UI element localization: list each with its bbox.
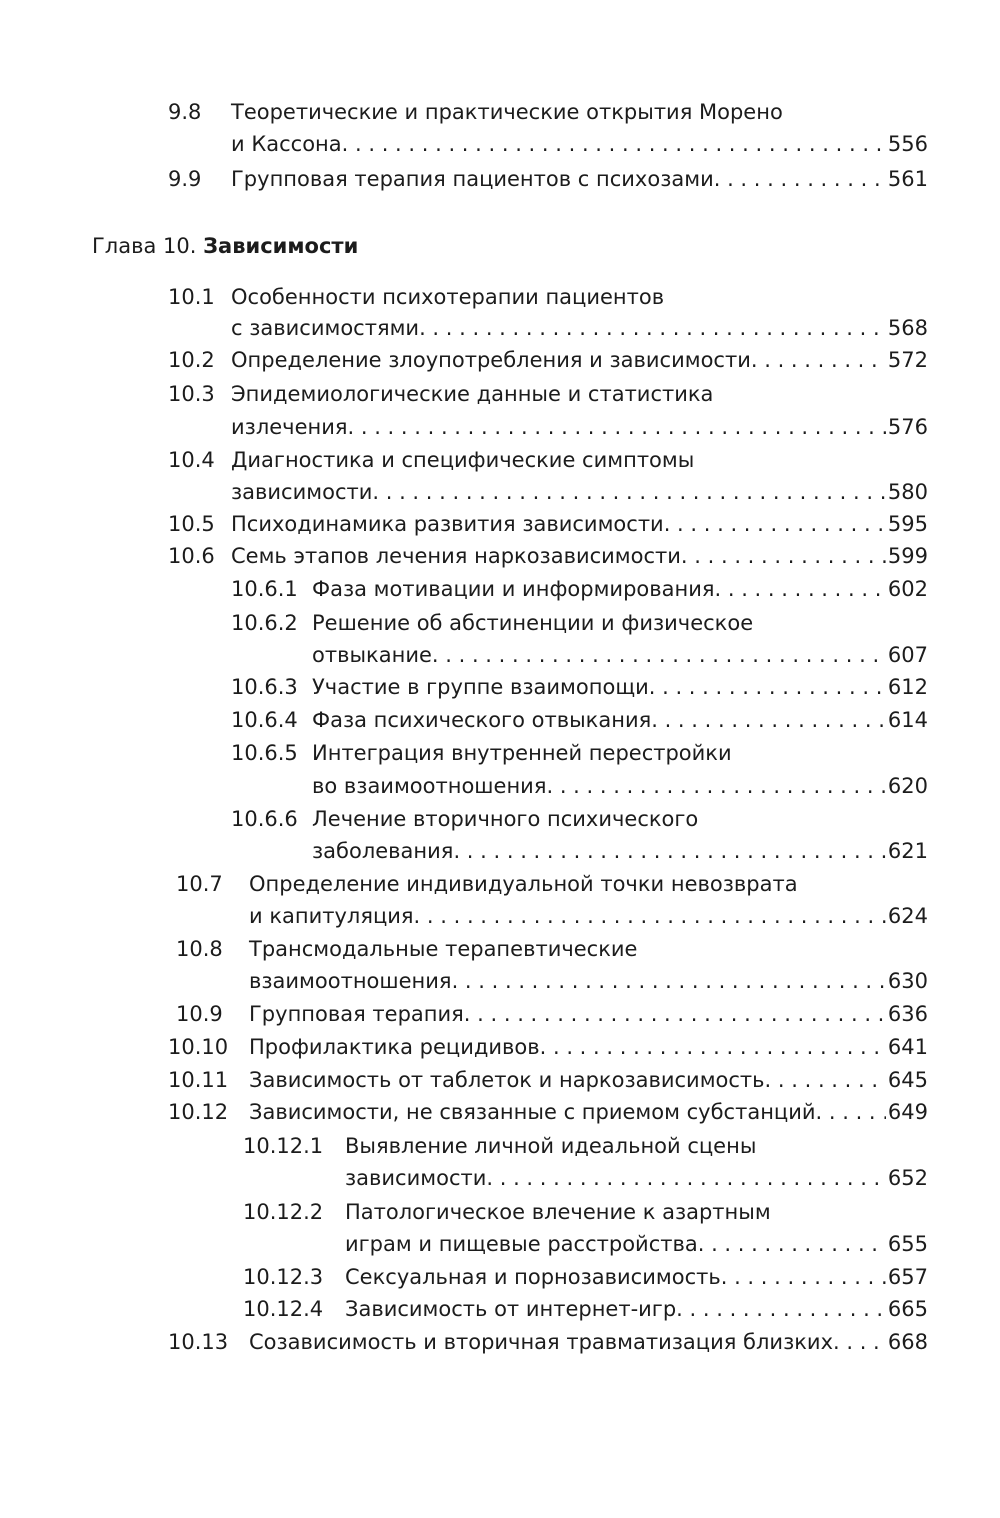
page-number: 641: [887, 1035, 928, 1059]
entry-title-line: Выявление личной идеальной сцены: [345, 1134, 757, 1158]
leader-dots: [751, 344, 886, 376]
toc-entry-10-1[interactable]: [231, 312, 928, 344]
toc-entry-10-3[interactable]: [231, 411, 928, 443]
leader-dots: [453, 835, 885, 867]
toc-entry-10-8[interactable]: [249, 965, 928, 997]
entry-title: Сексуальная и порнозависимость: [345, 1265, 721, 1289]
entry-title: играм и пищевые расстройства: [345, 1232, 698, 1256]
entry-title: Групповая терапия пациентов с психозами: [231, 167, 714, 191]
toc-entry-10-11[interactable]: [249, 1064, 928, 1096]
entry-title: отвыкание: [312, 643, 432, 667]
entry-title-line: Диагностика и специфические симптомы: [231, 448, 695, 472]
leader-dots: [681, 540, 886, 572]
page-number: 556: [887, 132, 928, 156]
entry-title: заболевания: [312, 839, 454, 863]
leader-dots: [432, 639, 886, 671]
page-number: 607: [887, 643, 928, 667]
leader-dots: [651, 704, 886, 736]
entry-title-line: Определение индивидуальной точки невозврата: [249, 872, 798, 896]
page-number: 636: [887, 1002, 928, 1026]
entry-title: и Кассона: [231, 132, 342, 156]
page-number: 652: [887, 1166, 928, 1190]
toc-entry-10-6-1[interactable]: [312, 573, 928, 605]
entry-number: 10.6.4: [231, 708, 298, 732]
entry-title-line: Решение об абстиненции и физическое: [312, 611, 754, 635]
toc-entry-10-6-3[interactable]: [312, 671, 928, 703]
page-number: 561: [887, 167, 928, 191]
entry-title: Определение злоупотребления и зависимости: [231, 348, 751, 372]
entry-number: 10.6.2: [231, 611, 298, 635]
page-number: 665: [887, 1297, 928, 1321]
toc-entry-10-2[interactable]: [231, 344, 928, 376]
page-number: 649: [887, 1100, 928, 1124]
chapter-heading: [92, 230, 358, 262]
leader-dots: [342, 128, 886, 160]
entry-number: 10.6: [168, 544, 215, 568]
entry-number: 10.12.2: [243, 1200, 324, 1224]
page-number: 612: [887, 675, 928, 699]
leader-dots: [414, 900, 886, 932]
toc-entry-10-12-3[interactable]: [345, 1261, 928, 1293]
leader-dots: [676, 1293, 886, 1325]
page-number: 572: [887, 348, 928, 372]
toc-entry-10-12-2[interactable]: [345, 1228, 928, 1260]
toc-entry-9-9[interactable]: [231, 163, 928, 195]
entry-number: 10.10: [168, 1035, 229, 1059]
toc-entry-10-9[interactable]: [249, 998, 928, 1030]
entry-number: 10.11: [168, 1068, 229, 1092]
entry-title: Семь этапов лечения наркозависимости: [231, 544, 681, 568]
chapter-prefix: Глава 10.: [92, 234, 197, 258]
leader-dots: [348, 411, 886, 443]
entry-title-line: Особенности психотерапии пациентов: [231, 285, 665, 309]
entry-number: 10.6.3: [231, 675, 298, 699]
entry-title: Фаза мотивации и информирования: [312, 577, 715, 601]
entry-title: во взаимоотношения: [312, 774, 547, 798]
entry-title: зависимости: [231, 480, 373, 504]
toc-entry-10-6-2[interactable]: [312, 639, 928, 671]
entry-title: Фаза психического отвыкания: [312, 708, 652, 732]
entry-number: 10.13: [168, 1330, 229, 1354]
page-number: 668: [887, 1330, 928, 1354]
page-number: 580: [887, 480, 928, 504]
entry-number: 10.6.6: [231, 807, 298, 831]
leader-dots: [419, 312, 886, 344]
entry-number: 10.6.1: [231, 577, 298, 601]
entry-number: 10.12.1: [243, 1134, 324, 1158]
toc-entry-10-6-6[interactable]: [312, 835, 928, 867]
leader-dots: [698, 1228, 886, 1260]
entry-title: с зависимостями: [231, 316, 420, 340]
entry-title: Психодинамика развития зависимости: [231, 512, 664, 536]
leader-dots: [664, 508, 886, 540]
entry-number: 9.8: [168, 100, 202, 124]
entry-title: зависимости: [345, 1166, 487, 1190]
toc-entry-10-10[interactable]: [249, 1031, 928, 1063]
leader-dots: [816, 1096, 886, 1128]
entry-number: 10.12.4: [243, 1297, 324, 1321]
entry-title-line: Интеграция внутренней перестройки: [312, 741, 732, 765]
leader-dots: [721, 1261, 886, 1293]
entry-number: 10.2: [168, 348, 215, 372]
leader-dots: [649, 671, 886, 703]
toc-entry-10-4[interactable]: [231, 476, 928, 508]
entry-number: 10.12.3: [243, 1265, 324, 1289]
toc-entry-10-7[interactable]: [249, 900, 928, 932]
entry-number: 10.3: [168, 382, 215, 406]
entry-title-line: Лечение вторичного психического: [312, 807, 699, 831]
leader-dots: [714, 163, 886, 195]
entry-title: и капитуляция: [249, 904, 414, 928]
toc-entry-10-12-1[interactable]: [345, 1162, 928, 1194]
entry-title-line: Трансмодальные терапевтические: [249, 937, 638, 961]
leader-dots: [372, 476, 886, 508]
leader-dots: [464, 998, 886, 1030]
page-number: 568: [887, 316, 928, 340]
toc-entry-10-13[interactable]: [249, 1326, 928, 1358]
entry-title-line: Теоретические и практические открытия Морено: [231, 100, 783, 124]
entry-title: Зависимости, не связанные с приемом субстанций: [249, 1100, 816, 1124]
entry-title: Профилактика рецидивов: [249, 1035, 540, 1059]
leader-dots: [715, 573, 886, 605]
page-number: 595: [887, 512, 928, 536]
leader-dots: [833, 1326, 886, 1358]
toc-entry-10-5[interactable]: [231, 508, 928, 540]
toc-entry-10-6-5[interactable]: [312, 770, 928, 802]
page-number: 655: [887, 1232, 928, 1256]
entry-number: 10.8: [176, 937, 223, 961]
entry-number: 10.4: [168, 448, 215, 472]
page-number: 645: [887, 1068, 928, 1092]
entry-number: 10.12: [168, 1100, 229, 1124]
entry-number: 9.9: [168, 167, 202, 191]
entry-title-line: Эпидемиологические данные и статистика: [231, 382, 714, 406]
entry-title: Зависимость от интернет-игр: [345, 1297, 677, 1321]
entry-number: 10.5: [168, 512, 215, 536]
page-number: 599: [887, 544, 928, 568]
page-number: 620: [887, 774, 928, 798]
entry-number: 10.1: [168, 285, 215, 309]
leader-dots: [486, 1162, 886, 1194]
entry-title: излечения: [231, 415, 348, 439]
leader-dots: [546, 770, 885, 802]
entry-title: взаимоотношения: [249, 969, 452, 993]
entry-number: 10.6.5: [231, 741, 298, 765]
leader-dots: [452, 965, 886, 997]
toc-entry-10-12-4[interactable]: [345, 1293, 928, 1325]
page-number: 602: [887, 577, 928, 601]
page-number: 624: [887, 904, 928, 928]
entry-number: 10.7: [176, 872, 223, 896]
toc-entry-10-6-4[interactable]: [312, 704, 928, 736]
leader-dots: [765, 1064, 886, 1096]
entry-title-line: Патологическое влечение к азартным: [345, 1200, 771, 1224]
page-number: 630: [887, 969, 928, 993]
toc-entry-10-6[interactable]: [231, 540, 928, 572]
toc-entry-10-12[interactable]: [249, 1096, 928, 1128]
toc-entry-9-8[interactable]: [231, 128, 928, 160]
page-number: 621: [887, 839, 928, 863]
page-number: 576: [887, 415, 928, 439]
chapter-title: Зависимости: [203, 234, 359, 258]
entry-title: Зависимость от таблеток и наркозависимость: [249, 1068, 765, 1092]
entry-title: Участие в группе взаимопощи: [312, 675, 649, 699]
page-number: 657: [887, 1265, 928, 1289]
page-number: 614: [887, 708, 928, 732]
entry-title: Групповая терапия: [249, 1002, 464, 1026]
leader-dots: [540, 1031, 886, 1063]
entry-number: 10.9: [176, 1002, 223, 1026]
entry-title: Созависимость и вторичная травматизация близких: [249, 1330, 833, 1354]
